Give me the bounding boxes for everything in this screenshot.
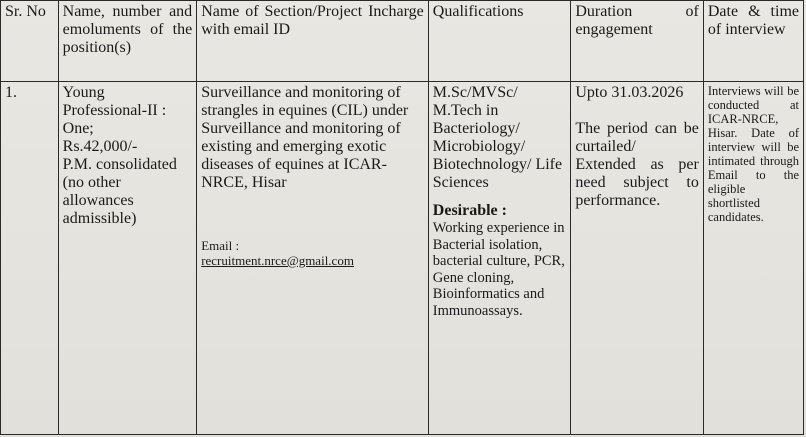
- header-duration: Duration of engagement: [571, 1, 703, 82]
- position-emolument-unit: P.M. consolidated: [62, 156, 177, 173]
- cell-duration: [571, 82, 703, 435]
- email-link[interactable]: recruitment.nrce@gmail.com: [201, 253, 354, 268]
- desirable-text: Working experience in Bacterial isolation, bacterial culture, PCR, Gene cloning, Bioinformatics and Immunoassays.: [432, 220, 565, 319]
- table-row: [1, 82, 804, 435]
- position-count: One;: [62, 120, 94, 137]
- header-sr-no: Sr. No: [1, 1, 59, 82]
- desirable-label: Desirable :: [432, 202, 507, 219]
- cell-section: [197, 82, 429, 435]
- email-label: Email :: [201, 238, 240, 253]
- header-interview-date: Date & time of interview: [703, 1, 803, 82]
- qualifications-essential: M.Sc/MVSc/ M.Tech in Bacteriology/ Microbiology/ Biotechnology/ Life Sciences: [432, 84, 563, 191]
- duration-note: The period can be curtailed/ Extended as per need subject to performance.: [575, 120, 699, 209]
- position-emolument: Rs.42,000/-: [62, 138, 138, 155]
- position-name: Young Professional-II :: [62, 84, 167, 119]
- cell-interview: [703, 82, 803, 435]
- header-qualifications: Qualifications: [428, 1, 571, 82]
- interview-text: Interviews will be conducted at ICAR-NRCE, Hisar. Date of interview will be intimated through Email to the eligible shortlisted candidates.: [707, 84, 799, 224]
- cell-qualifications: [428, 82, 571, 435]
- header-position: Name, number and emoluments of the position(s): [58, 1, 197, 82]
- duration-upto: Upto 31.03.2026: [575, 84, 684, 101]
- header-section: Name of Section/Project Incharge with email ID: [197, 1, 429, 82]
- header-row: [1, 1, 804, 82]
- cell-position: [58, 82, 197, 435]
- position-emolument-note: (no other allowances admissible): [62, 174, 137, 227]
- cell-sr-no: [1, 82, 59, 435]
- sr-no-value: 1.: [5, 84, 17, 101]
- section-description: Surveillance and monitoring of strangles in equines (CIL) under Surveillance and monitoring of existing and emerging exotic diseases of equines at ICAR-NRCE, Hisar: [201, 84, 409, 191]
